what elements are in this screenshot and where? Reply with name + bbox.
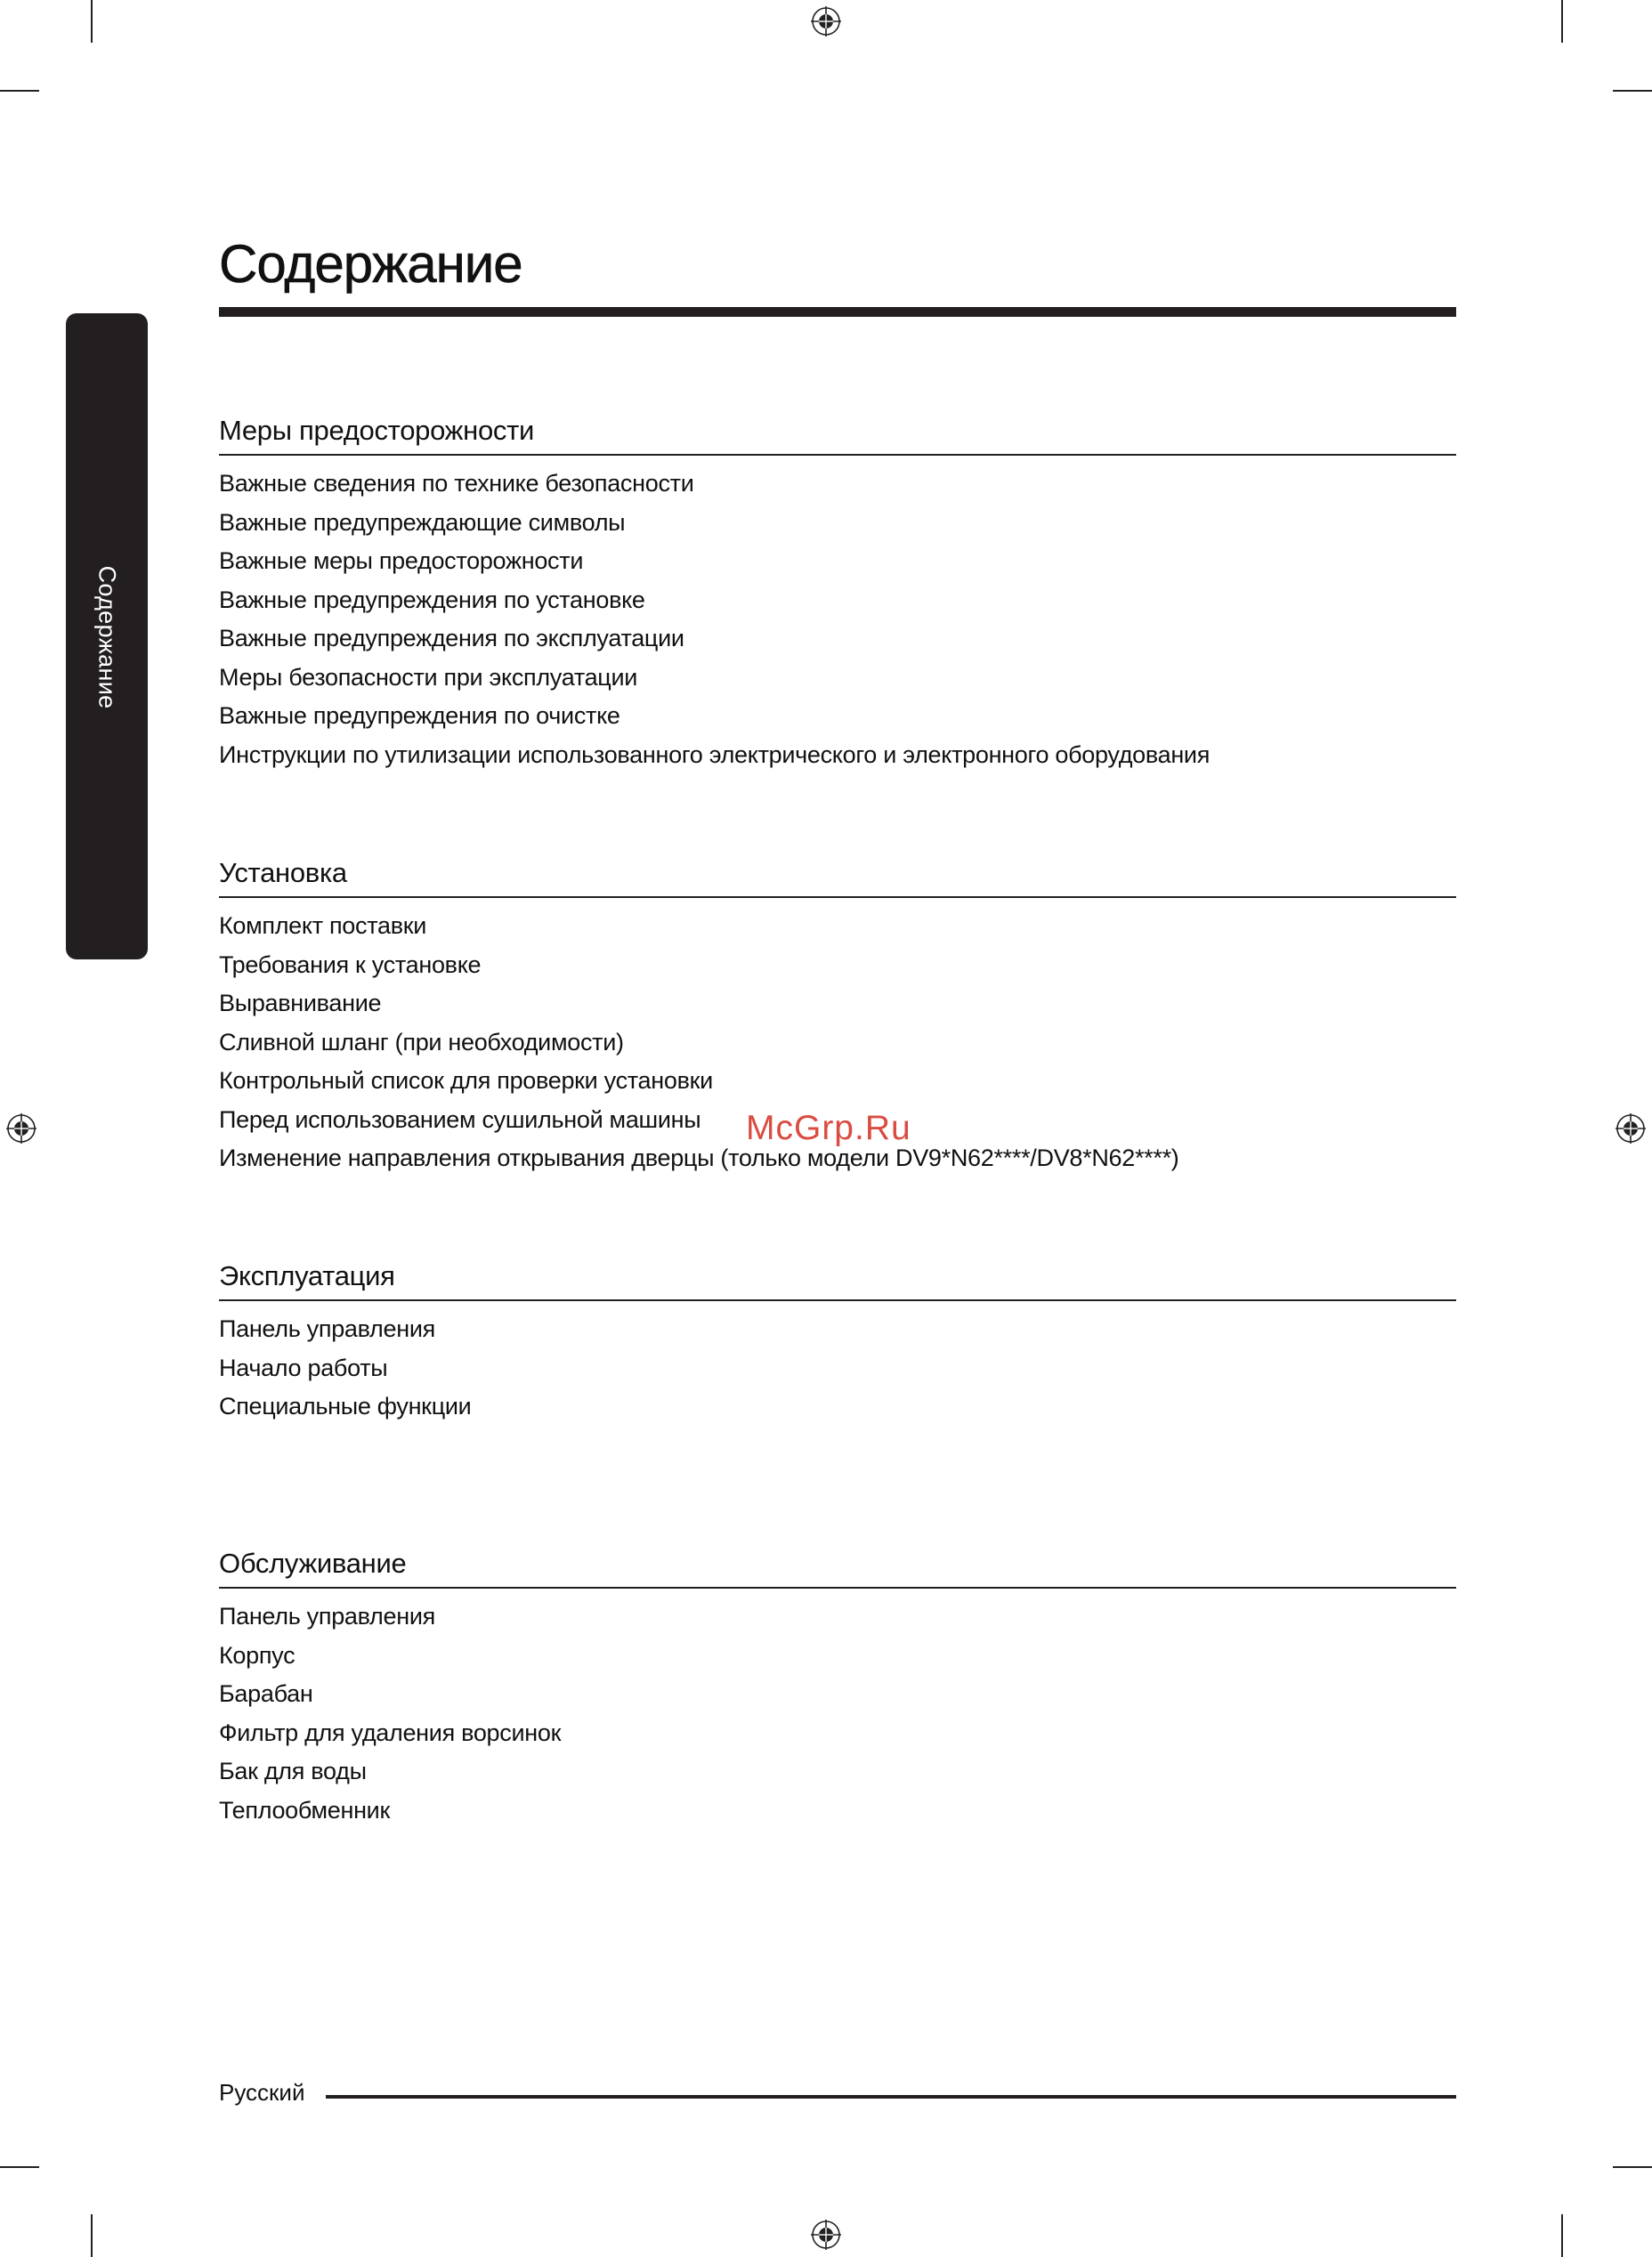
footer-rule <box>326 2095 1456 2099</box>
toc-item[interactable]: Важные сведения по технике безопасности <box>219 470 694 497</box>
toc-item[interactable]: Важные предупреждения по очистке <box>219 702 620 729</box>
toc-item[interactable]: Барабан <box>219 1680 313 1707</box>
page-title: Содержание <box>219 234 522 294</box>
toc-list <box>219 1301 1456 1427</box>
toc-item[interactable]: Важные предупреждения по установке <box>219 586 645 613</box>
crop-mark <box>1561 0 1563 43</box>
title-rule <box>219 307 1456 317</box>
crop-mark <box>1561 2214 1563 2257</box>
toc-section-maintenance <box>219 1548 1456 1830</box>
registration-mark-icon <box>6 1113 36 1144</box>
toc-item[interactable]: Начало работы <box>219 1354 388 1381</box>
toc-item[interactable]: Корпус <box>219 1641 296 1669</box>
toc-item[interactable]: Выравнивание <box>219 990 382 1016</box>
registration-mark-icon <box>1616 1113 1646 1144</box>
crop-mark <box>91 0 93 43</box>
toc-section-operation <box>219 1260 1456 1427</box>
toc-item[interactable]: Теплообменник <box>219 1796 390 1824</box>
section-heading: Меры предосторожности <box>219 415 1456 456</box>
toc-item[interactable]: Важные предупреждающие символы <box>219 508 626 536</box>
toc-item[interactable]: Меры безопасности при эксплуатации <box>219 663 638 691</box>
toc-section-safety <box>219 415 1456 774</box>
crop-mark <box>1613 90 1652 92</box>
toc-item[interactable]: Перед использованием сушильной машины <box>219 1105 701 1133</box>
toc-item[interactable]: Сливной шланг (при необходимости) <box>219 1028 624 1056</box>
toc-item[interactable]: Панель управления <box>219 1315 435 1342</box>
section-heading: Эксплуатация <box>219 1260 1456 1301</box>
toc-item[interactable]: Панель управления <box>219 1603 435 1630</box>
toc-item[interactable]: Требования к установке <box>219 951 482 978</box>
toc-list <box>219 456 1456 774</box>
crop-mark <box>0 2166 39 2168</box>
section-heading: Установка <box>219 857 1456 898</box>
footer-language: Русский <box>219 2079 305 2106</box>
toc-item[interactable]: Комплект поставки <box>219 912 427 939</box>
side-tab-label: Содержание <box>93 565 121 709</box>
toc-item[interactable]: Важные меры предосторожности <box>219 547 584 574</box>
toc-item[interactable]: Важные предупреждения по эксплуатации <box>219 625 684 651</box>
toc-item[interactable]: Инструкции по утилизации использованного электрического и электронного оборудования <box>219 740 1211 768</box>
section-heading: Обслуживание <box>219 1548 1456 1589</box>
registration-mark-icon <box>811 6 841 36</box>
toc-item[interactable]: Контрольный список для проверки установки <box>219 1067 713 1094</box>
toc-item[interactable]: Изменение направления открывания дверцы (только модели DV9*N62****/DV8*N62****) <box>219 1145 1179 1171</box>
toc-item[interactable]: Бак для воды <box>219 1758 367 1784</box>
crop-mark <box>0 90 39 92</box>
toc-item[interactable]: Фильтр для удаления ворсинок <box>219 1719 562 1746</box>
toc-item[interactable]: Специальные функции <box>219 1393 472 1420</box>
crop-mark <box>91 2214 93 2257</box>
watermark: McGrp.Ru <box>746 1109 911 1147</box>
toc-list <box>219 1589 1456 1830</box>
crop-mark <box>1613 2166 1652 2168</box>
registration-mark-icon <box>811 2220 841 2250</box>
